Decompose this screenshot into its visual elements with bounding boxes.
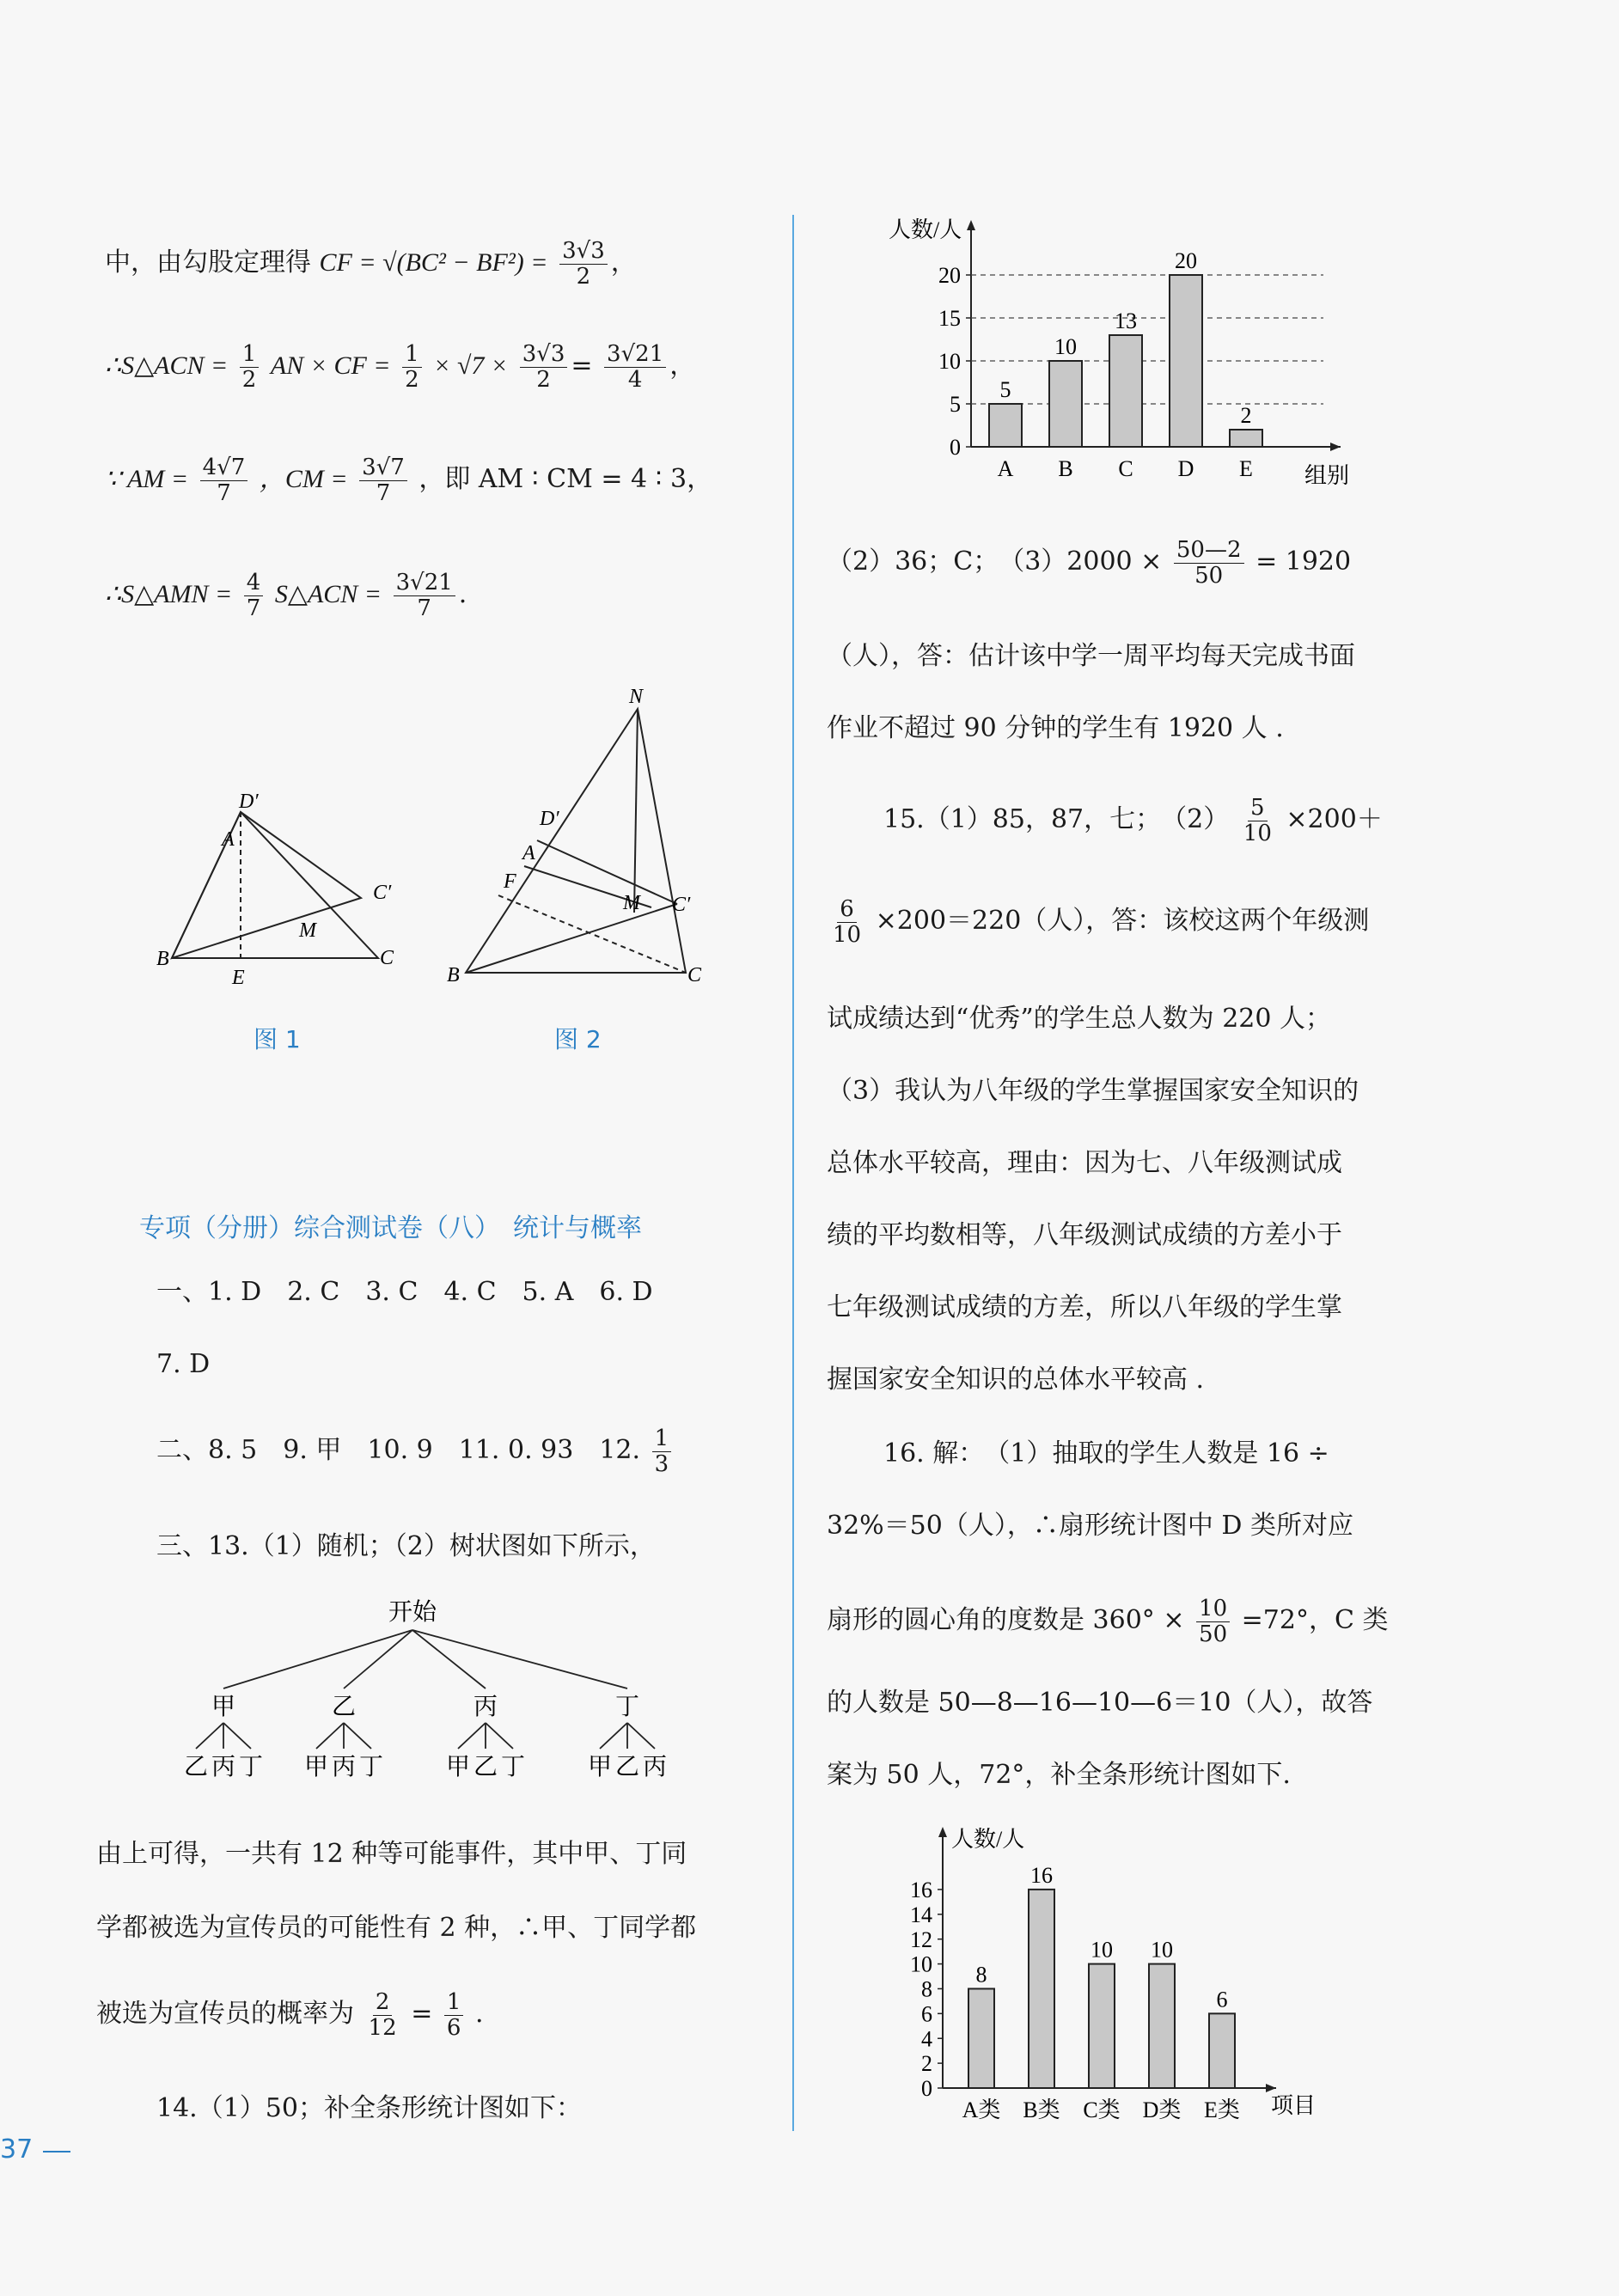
tree-node-level2: 丁 <box>500 1754 526 1780</box>
problem-14-answer-2: （人），答：估计该中学一周平均每天完成书面 <box>827 641 1355 671</box>
x-axis-arrow <box>1330 443 1341 451</box>
page-number: 37 <box>0 2134 34 2165</box>
bar-chart-items <box>898 1826 1345 2122</box>
category-label: C类 <box>1083 2098 1121 2122</box>
y-tick-label: 20 <box>938 263 961 289</box>
problem-14-answer-1: （2）36；C； （3）2000 × $\frac{50—2}{50}$ = 1920 <box>827 537 1352 589</box>
fraction: $\frac{6}{10}$ <box>833 896 862 948</box>
y-axis-label: 人数/人 <box>889 217 962 242</box>
problem-14-answer-3: 作业不超过 90 分钟的学生有 1920 人 . <box>827 713 1284 743</box>
tree-branch <box>627 1723 655 1749</box>
label-c: C <box>380 947 394 969</box>
y-tick-label: 16 <box>910 1877 932 1902</box>
tree-node-level2: 丙 <box>642 1754 668 1780</box>
fraction: $\frac{5}{10}$ <box>1243 795 1272 846</box>
fraction: $\frac{10}{50}$ <box>1196 1597 1230 1646</box>
problem-16-line-3: 扇形的圆心角的度数是 360° × $\frac{10}{50}$ =72°，C 类 <box>827 1596 1389 1647</box>
category-label: A <box>997 456 1014 481</box>
tree-node-level2: 丙 <box>211 1754 236 1780</box>
label-cprime: C′ <box>373 882 392 904</box>
tree-diagram <box>172 1594 668 1800</box>
problem-15-line-7: 七年级测试成绩的方差，所以八年级的学生掌 <box>827 1292 1342 1322</box>
problem-15-line-6: 绩的平均数相等，八年级测试成绩的方差小于 <box>827 1220 1342 1250</box>
bar <box>989 404 1022 447</box>
line-fc <box>498 895 686 973</box>
geometry-figure-1 <box>146 791 421 997</box>
y-tick-label: 10 <box>938 349 961 375</box>
data-label: 10 <box>1151 1937 1173 1963</box>
answers-part-1: 一、1. D 2. C 3. C 4. C 5. A 6. D <box>156 1277 653 1307</box>
y-tick-label: 8 <box>921 1976 932 2002</box>
label-m: M <box>299 919 316 942</box>
category-label: B <box>1058 456 1073 481</box>
problem-13-text-b: 学都被选为宣传员的可能性有 2 种，∴甲、丁同学都 <box>96 1913 697 1943</box>
label-d: D′ <box>540 808 559 830</box>
tree-node-level2: 甲 <box>303 1754 329 1780</box>
bar <box>1109 335 1142 447</box>
tree-branch <box>458 1723 486 1749</box>
tree-branch <box>196 1723 223 1749</box>
y-axis-label: 人数/人 <box>951 1827 1025 1852</box>
x-axis-label: 项目 <box>1271 2093 1317 2118</box>
x-axis-label: 组别 <box>1304 463 1350 488</box>
label-f: F <box>504 870 516 893</box>
tree-branch <box>344 1630 412 1688</box>
tree-branch <box>223 1630 412 1688</box>
label-a: A <box>522 842 535 864</box>
bar <box>1049 361 1082 447</box>
label-e: E <box>232 967 245 989</box>
triangle-ad-c <box>172 812 361 958</box>
problem-15-line-4: （3）我认为八年级的学生掌握国家安全知识的 <box>827 1076 1359 1106</box>
problem-14-text: 14.（1）50；补全条形统计图如下： <box>156 2093 582 2123</box>
label-cprime: C′ <box>672 894 691 916</box>
tree-node-level1: 丁 <box>614 1694 640 1720</box>
category-label: B类 <box>1023 2098 1060 2122</box>
y-tick-label: 14 <box>910 1902 932 1927</box>
bar <box>1230 430 1262 447</box>
data-label: 16 <box>1030 1862 1053 1888</box>
fraction: $\frac{1}{2}$ <box>402 342 422 392</box>
data-label: 8 <box>975 1962 987 1988</box>
data-label: 13 <box>1115 308 1137 333</box>
bar-chart-groups <box>877 215 1366 498</box>
tree-node-level2: 丁 <box>238 1754 264 1780</box>
label-b: B <box>156 948 169 970</box>
problem-15-line-2: $\frac{6}{10}$ ×200＝220（人），答：该校这两个年级测 <box>827 897 1369 947</box>
tree-root: 开始 <box>388 1599 437 1626</box>
tree-node-level2: 丁 <box>358 1754 384 1780</box>
x-axis-arrow <box>1266 2084 1276 2092</box>
tree-node-level2: 丙 <box>331 1754 357 1780</box>
problem-15-line-1: 15.（1）85，87，七； （2） $\frac{5}{10}$ ×200＋ <box>883 795 1383 846</box>
data-label: 6 <box>1216 1987 1228 2012</box>
problem-13-text-c: 被选为宣传员的概率为 $\frac{2}{12}$ = $\frac{1}{6}$ . <box>96 1989 484 2041</box>
y-tick-label: 0 <box>921 2076 932 2102</box>
category-label: C <box>1118 456 1133 481</box>
data-label: 20 <box>1175 248 1197 273</box>
fraction: $\frac{4√7}{7}$ <box>200 455 248 505</box>
tree-node-level1: 丙 <box>473 1694 498 1720</box>
label-b: B <box>447 964 460 986</box>
fraction: $\frac{1}{3}$ <box>652 1426 672 1476</box>
calc-line-3: ∵ AM = $\frac{4√7}{7}$ ，CM = $\frac{3√7}{7}$ ，即 AM ∶ CM = 4 ∶ 3， <box>105 455 713 506</box>
tree-branch <box>486 1723 513 1749</box>
problem-16-line-4: 的人数是 50—8—16—10—6＝10（人），故答 <box>827 1688 1373 1718</box>
label-m: M <box>623 892 640 914</box>
category-label: E <box>1239 456 1253 481</box>
tree-branch <box>316 1723 344 1749</box>
bar <box>1209 2013 1235 2088</box>
y-tick-label: 15 <box>938 306 961 332</box>
problem-16-line-5: 案为 50 人，72°，补全条形统计图如下. <box>827 1760 1291 1790</box>
figure-1-caption: 图 1 <box>254 1025 301 1053</box>
y-tick-label: 10 <box>910 1951 932 1977</box>
tree-branch <box>600 1723 627 1749</box>
figure-2-caption: 图 2 <box>554 1025 602 1053</box>
label-n: N <box>629 686 644 708</box>
bar <box>1089 1964 1115 2088</box>
calc-line-2: ∴S△ACN = $\frac{1}{2}$ AN × CF = $\frac{1}{2}$ × √7 × $\frac{3√3}{2}$ = $\frac{3√21}{4}$ ， <box>105 341 696 393</box>
category-label: D类 <box>1142 2098 1182 2122</box>
fraction: $\frac{3√21}{7}$ <box>394 571 455 620</box>
column-divider <box>792 215 794 2131</box>
tree-branch <box>223 1723 251 1749</box>
data-label: 2 <box>1240 403 1252 428</box>
fraction: $\frac{4}{7}$ <box>244 571 264 620</box>
line-bc <box>466 904 677 973</box>
page-number-rule <box>43 2151 70 2152</box>
category-label: A类 <box>962 2098 1001 2122</box>
tree-node-level2: 甲 <box>587 1754 613 1780</box>
tree-node-level1: 乙 <box>331 1694 357 1720</box>
bar <box>1170 275 1202 447</box>
y-tick-label: 0 <box>950 435 961 461</box>
tree-branch <box>412 1630 627 1688</box>
section-heading: 专项（分册）综合测试卷（八） 统计与概率 <box>139 1213 642 1243</box>
triangle-abc <box>172 812 378 958</box>
y-axis-arrow <box>967 220 975 230</box>
y-tick-label: 12 <box>910 1927 932 1952</box>
label-c: C <box>687 964 702 986</box>
problem-16-line-1: 16. 解： （1）抽取的学生人数是 16 ÷ <box>883 1438 1329 1469</box>
tree-branch <box>412 1630 486 1688</box>
bar <box>1149 1964 1175 2088</box>
fraction: $\frac{3√3}{2}$ <box>559 239 608 289</box>
category-label: E类 <box>1204 2098 1240 2122</box>
tree-node-level2: 甲 <box>445 1754 471 1780</box>
problem-13-text-a: 由上可得，一共有 12 种等可能事件，其中甲、丁同 <box>96 1839 687 1869</box>
label-a: A <box>222 828 235 851</box>
fraction: $\frac{1}{2}$ <box>240 342 260 392</box>
triangle-nbc <box>466 709 686 973</box>
tree-node-level1: 甲 <box>211 1694 236 1720</box>
answers-part-2: 二、8. 5 9. 甲 10. 9 11. 0. 93 12. $\frac{1}{3}$ <box>156 1426 675 1476</box>
tree-node-level2: 乙 <box>473 1754 498 1780</box>
line-nm <box>634 709 638 913</box>
y-tick-label: 6 <box>921 2001 932 2027</box>
tree-node-level2: 乙 <box>183 1754 209 1780</box>
data-label: 10 <box>1054 334 1077 359</box>
fraction: $\frac{2}{12}$ <box>368 1989 397 2041</box>
problem-16-line-2: 32%＝50（人），∴扇形统计图中 D 类所对应 <box>827 1511 1353 1541</box>
answers-part-1b: 7. D <box>156 1349 211 1379</box>
bar <box>1029 1890 1054 2088</box>
problem-15-line-3: 试成绩达到“优秀”的学生总人数为 220 人； <box>827 1004 1332 1034</box>
fraction: $\frac{50—2}{50}$ <box>1174 538 1244 588</box>
data-label: 5 <box>999 377 1011 402</box>
tree-branch <box>344 1723 371 1749</box>
y-tick-label: 4 <box>921 2026 932 2052</box>
tree-node-level2: 乙 <box>614 1754 640 1780</box>
fraction: $\frac{3√21}{4}$ <box>604 342 666 392</box>
y-tick-label: 5 <box>950 392 961 418</box>
fraction: $\frac{3√7}{7}$ <box>359 455 407 505</box>
answers-part-3: 三、13.（1）随机；（2）树状图如下所示， <box>156 1531 656 1561</box>
calc-line-1: 中，由勾股定理得 CF = √(BC² − BF²) = $\frac{3√3}{2}$ ， <box>105 238 637 290</box>
fraction: $\frac{1}{6}$ <box>444 1990 464 2040</box>
bar <box>968 1988 994 2088</box>
line-dc <box>537 840 677 904</box>
problem-15-line-8: 握国家安全知识的总体水平较高 . <box>827 1365 1205 1395</box>
calc-line-4: ∴S△AMN = $\frac{4}{7}$ S△ACN = $\frac{3√21}{7}$ . <box>105 570 467 621</box>
geometry-figure-2 <box>447 679 722 997</box>
problem-15-line-5: 总体水平较高，理由：因为七、八年级测试成 <box>827 1148 1342 1178</box>
data-label: 10 <box>1091 1937 1113 1963</box>
y-axis-arrow <box>938 1827 947 1837</box>
label-d: D′ <box>239 791 259 813</box>
fraction: $\frac{3√3}{2}$ <box>520 342 568 392</box>
y-tick-label: 2 <box>921 2051 932 2077</box>
category-label: D <box>1177 456 1194 481</box>
